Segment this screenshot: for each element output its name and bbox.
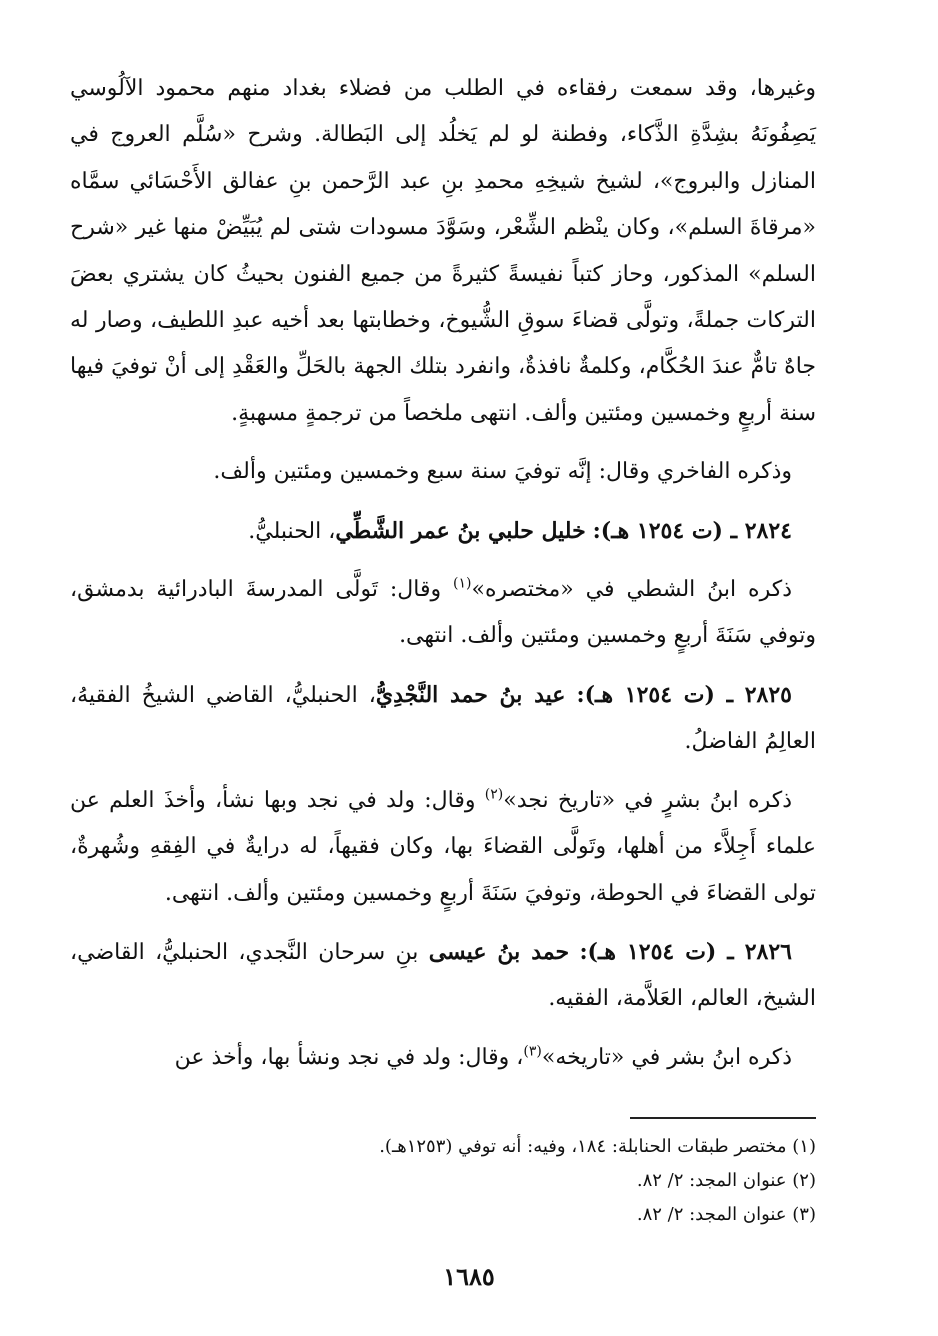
- footnote-1: (١) مختصر طبقات الحنابلة: ١٨٤، وفيه: أنه توفي (١٢٥٣هـ).: [379, 1136, 816, 1157]
- entry-text-b: وقال: تَولَّى المدرسةَ البادرائية بدمشق، وتوفي سَنَةَ أربعٍ وخمسين ومئتين وألف. انتهى.: [70, 577, 816, 649]
- entry-descriptor: بنِ سرحان النَّجدي، الحنبليُّ، القاضي، الشيخ، العالم، العَلاَّمة، الفقيه.: [70, 939, 816, 1012]
- entry-2826-heading: [70, 929, 816, 1023]
- entry-name: عيد بنُ حمد النَّجْدِيُّ: [375, 681, 566, 708]
- entry-2825-heading: [70, 672, 816, 766]
- entry-descriptor: ، الحنبليُّ.: [248, 518, 336, 544]
- entry-name: حمد بنُ عيسى: [428, 938, 570, 965]
- entry-2824-text: [70, 567, 816, 660]
- entry-descriptor: ، الحنبليُّ، القاضي الشيخُ الفقيهُ، العالِمُ الفاضلُ.: [70, 682, 816, 755]
- entry-2824-heading: [70, 508, 816, 555]
- footnote-2: (٢) عنوان المجد: ٢/ ٨٢.: [636, 1170, 816, 1191]
- entry-text-b: ، وقال: ولد في نجد ونشأ بها، وأخذ عن: [174, 1044, 524, 1070]
- entry-number: ٢٨٢٦ ـ (ت ١٢٥٤ هـ):: [579, 938, 792, 965]
- entry-name: خليل حلبي بنُ عمر الشَّطِّي: [335, 517, 586, 544]
- footnotes: [70, 1130, 816, 1232]
- footnote-divider: [630, 1117, 816, 1119]
- entry-text-a: ذكره ابنُ بشرٍ في «تاريخ نجد»: [503, 787, 792, 813]
- footnote-3: (٣) عنوان المجد: ٢/ ٨٢.: [636, 1204, 816, 1225]
- footnote-ref: (١): [453, 575, 472, 592]
- entry-2825-text: [70, 778, 816, 917]
- entry-text-a: ذكره ابنُ الشطي في «مختصره»: [471, 577, 792, 603]
- entry-number: ٢٨٢٥ ـ (ت ١٢٥٤ هـ):: [576, 681, 792, 708]
- entry-2826-text: [70, 1035, 816, 1081]
- page-body: [70, 66, 816, 1093]
- entry-text-b: وقال: ولد في نجد وبها نشأ، وأخذَ العلم عن علماء أَجِلاَّء من أهلها، وتَولَّى القضاءَ بها، وكان فقيهاً، له درايةٌ في الفِقهِ وشُهرةٌ، تولى القضاءَ في الحوطة، وتوفيَ سَنَةَ أربعٍ وخمسين ومئتين وألف. انتهى.: [70, 787, 816, 906]
- footnote-ref: (٣): [523, 1043, 542, 1060]
- page-number: ١٦٨٥: [443, 1262, 495, 1291]
- paragraph-fakhiri: وذكره الفاخري وقال: إنَّه توفيَ سنة سبع وخمسين ومئتين وألف.: [213, 459, 792, 485]
- entry-text-a: ذكره ابنُ بشر في «تاريخه»: [541, 1044, 792, 1070]
- paragraph-continuation: وغيرها، وقد سمعت رفقاءه في الطلب من فضلاء بغداد منهم محمود الآلُوسي يَصِفُونَهُ بشِدَّةِ الذَّكاء، وفطنة لو لم يَخلُد إلى البَطالة. وشرح «سُلَّم العروج في المنازل والبروج»، لشيخ شيخِهِ محمدِ بنِ عبد الرَّحمن بنِ عفالق الأَحْسَائي سمَّاه «مرقاةَ السلم»، وكان ينْظم الشِّعْر، وسَوَّدَ مسودات شتى لم يُبَيِّضْ منها غير «شرح السلم» المذكور، وحاز كتباً نفيسةً كثيرةً من جميع الفنون بحيثُ كان يشتري بعضَ التركات جملةً، وتولَّى قضاءَ سوقِ الشُّيوخ، وخطابتها بعد أخيه عبدِ اللطيف، وصار له جاهٌ تامٌّ عندَ الحُكَّام، وكلمةٌ نافذةٌ، وانفرد بتلك الجهة بالحَلِّ والعَقْدِ إلى أنْ توفيَ فيها سنة أربعٍ وخمسين ومئتين وألف. انتهى ملخصاً من ترجمةٍ مسهبةٍ.: [70, 76, 816, 426]
- entry-number: ٢٨٢٤ ـ (ت ١٢٥٤ هـ):: [592, 517, 792, 544]
- footnote-ref: (٢): [484, 786, 504, 803]
